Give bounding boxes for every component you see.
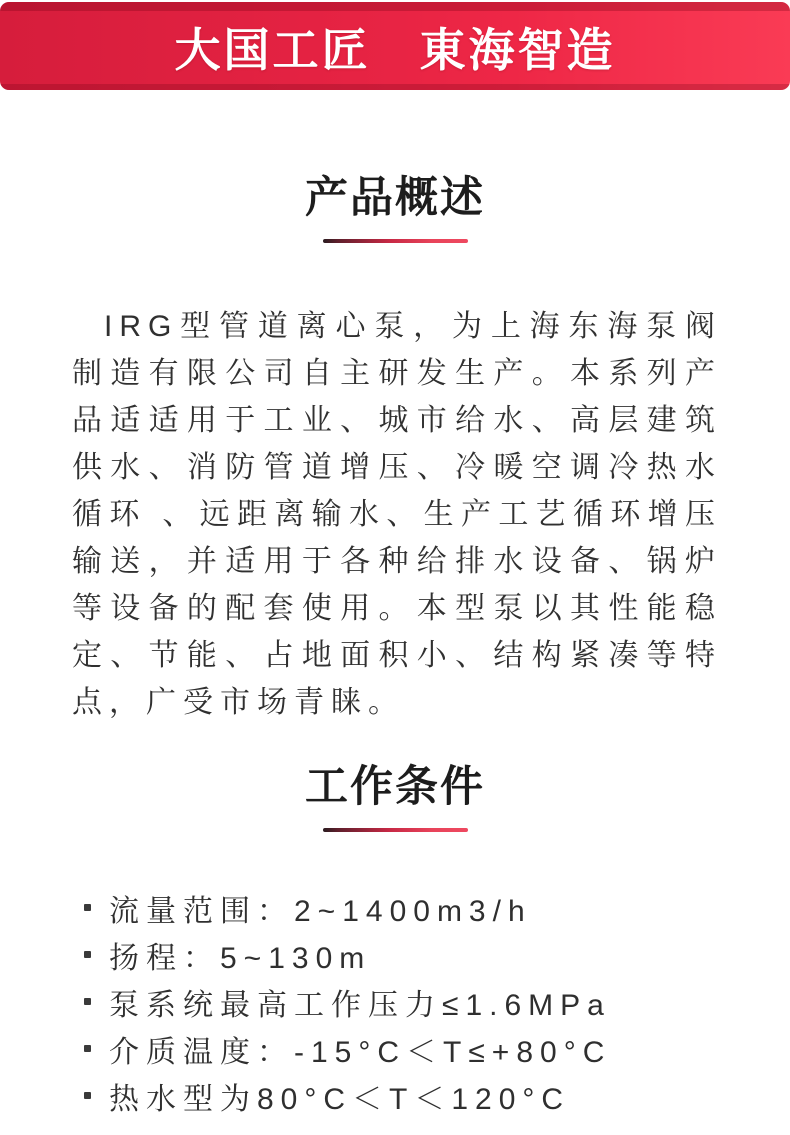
section-working-conditions: [0, 726, 790, 1119]
spec-list: [84, 884, 790, 1119]
list-item: [84, 1025, 790, 1072]
conditions-heading: 工作条件: [305, 763, 485, 811]
bullet-dot-icon: [84, 1045, 91, 1052]
overview-paragraph: IRG型管道离心泵，为上海东海泵阀制造有限公司自主研发生产。本系列产品适适用于工业、城市给水、高层建筑供水、消防管道增压、冷暖空调冷热水循环 、远距离输水、生产工艺循环增压输送，并适用于各种给排水设备、锅炉等设备的配套使用。本型泵以其性能稳定、节能、占地面积小、结构紧凑等特点，广受市场青睐。: [72, 310, 722, 719]
spec-text-medium-temp: 介质温度：-15°C＜T≤+80°C: [109, 1035, 612, 1069]
section-product-overview: [0, 90, 790, 726]
bullet-dot-icon: [84, 1092, 91, 1099]
spec-text-max-pressure: 泵系统最高工作压力≤1.6MPa: [109, 988, 611, 1022]
spec-text-hot-water-temp: 热水型为80°C＜T＜120°C: [109, 1082, 571, 1116]
top-ribbon-banner: [0, 2, 790, 90]
conditions-heading-underline: [323, 828, 468, 832]
product-detail-page: [0, 2, 790, 1135]
spec-text-flow-range: 流量范围：2~1400m3/h: [109, 894, 532, 928]
list-item: [84, 931, 790, 978]
list-item: [84, 1072, 790, 1119]
bullet-dot-icon: [84, 998, 91, 1005]
spec-text-head-range: 扬程：5~130m: [109, 941, 372, 975]
bullet-dot-icon: [84, 904, 91, 911]
list-item: [84, 978, 790, 1025]
overview-heading: 产品概述: [305, 174, 485, 222]
banner-slogan: 大国工匠 東海智造: [174, 24, 616, 76]
list-item: [84, 884, 790, 931]
overview-heading-underline: [323, 239, 468, 243]
bullet-dot-icon: [84, 951, 91, 958]
